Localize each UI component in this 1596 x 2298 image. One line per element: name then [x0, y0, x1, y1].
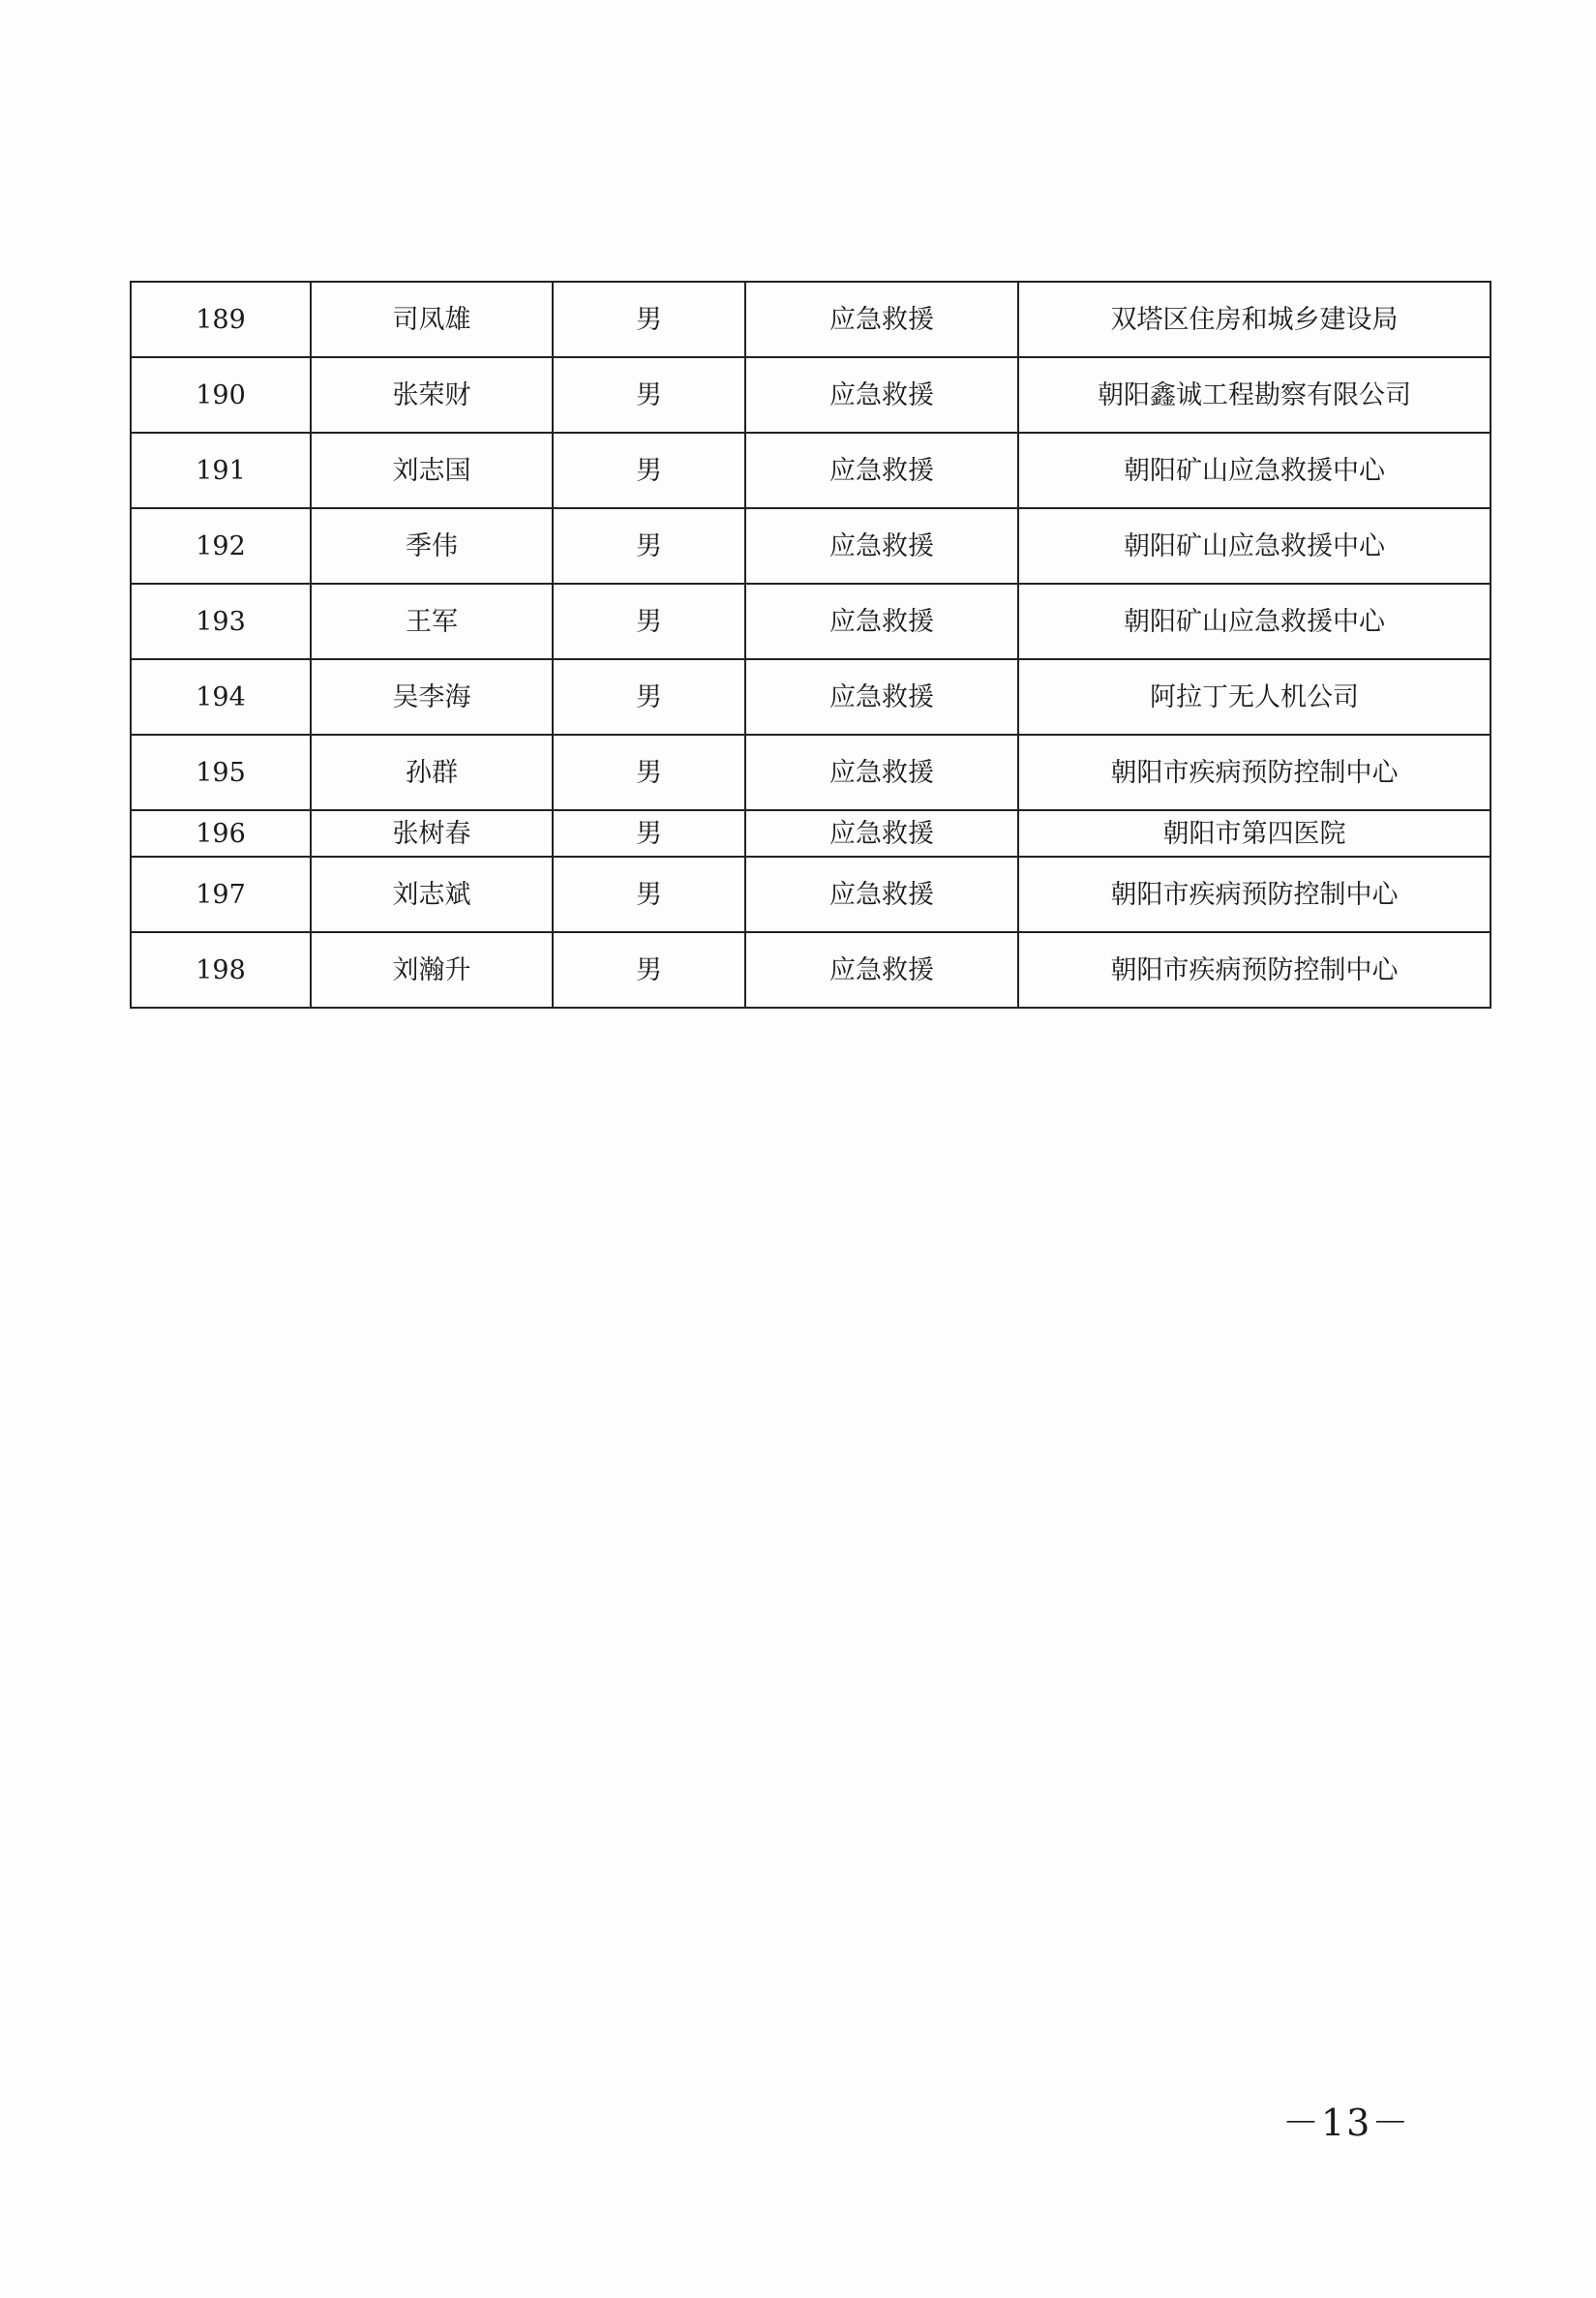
cell-gender: 男: [553, 659, 745, 735]
cell-gender: 男: [553, 735, 745, 810]
table-row: [131, 932, 1491, 1008]
cell-name: 刘瀚升: [311, 932, 553, 1008]
table-row: [131, 508, 1491, 584]
cell-gender: 男: [553, 433, 745, 508]
cell-number: 191: [131, 433, 311, 508]
table-row: [131, 282, 1491, 357]
cell-name: 刘志斌: [311, 857, 553, 932]
cell-number: 192: [131, 508, 311, 584]
cell-number: 198: [131, 932, 311, 1008]
roster-table: [130, 281, 1491, 1009]
cell-unit: 朝阳矿山应急救援中心: [1018, 584, 1491, 659]
cell-unit: 朝阳市疾病预防控制中心: [1018, 932, 1491, 1008]
table-row: [131, 735, 1491, 810]
cell-name: 司凤雄: [311, 282, 553, 357]
cell-unit: 朝阳矿山应急救援中心: [1018, 433, 1491, 508]
cell-gender: 男: [553, 810, 745, 857]
page-number: －13－: [1282, 2101, 1411, 2144]
cell-number: 195: [131, 735, 311, 810]
cell-number: 196: [131, 810, 311, 857]
cell-name: 张荣财: [311, 357, 553, 433]
cell-gender: 男: [553, 357, 745, 433]
cell-unit: 朝阳市疾病预防控制中心: [1018, 857, 1491, 932]
cell-unit: 朝阳鑫诚工程勘察有限公司: [1018, 357, 1491, 433]
cell-name: 王军: [311, 584, 553, 659]
cell-number: 197: [131, 857, 311, 932]
cell-gender: 男: [553, 584, 745, 659]
cell-specialty: 应急救援: [745, 282, 1018, 357]
cell-specialty: 应急救援: [745, 508, 1018, 584]
cell-name: 张树春: [311, 810, 553, 857]
cell-gender: 男: [553, 508, 745, 584]
table-row: [131, 857, 1491, 932]
cell-unit: 朝阳市第四医院: [1018, 810, 1491, 857]
cell-unit: 双塔区住房和城乡建设局: [1018, 282, 1491, 357]
cell-gender: 男: [553, 857, 745, 932]
table-row: [131, 357, 1491, 433]
cell-specialty: 应急救援: [745, 932, 1018, 1008]
cell-unit: 阿拉丁无人机公司: [1018, 659, 1491, 735]
cell-specialty: 应急救援: [745, 433, 1018, 508]
table-row: [131, 584, 1491, 659]
table-row: [131, 433, 1491, 508]
cell-specialty: 应急救援: [745, 584, 1018, 659]
table-row: [131, 659, 1491, 735]
cell-specialty: 应急救援: [745, 810, 1018, 857]
cell-gender: 男: [553, 282, 745, 357]
cell-number: 189: [131, 282, 311, 357]
cell-unit: 朝阳市疾病预防控制中心: [1018, 735, 1491, 810]
table-row: [131, 810, 1491, 857]
cell-specialty: 应急救援: [745, 735, 1018, 810]
cell-specialty: 应急救援: [745, 857, 1018, 932]
cell-specialty: 应急救援: [745, 659, 1018, 735]
cell-unit: 朝阳矿山应急救援中心: [1018, 508, 1491, 584]
cell-name: 孙群: [311, 735, 553, 810]
cell-specialty: 应急救援: [745, 357, 1018, 433]
cell-name: 吴李海: [311, 659, 553, 735]
cell-number: 193: [131, 584, 311, 659]
cell-name: 刘志国: [311, 433, 553, 508]
cell-gender: 男: [553, 932, 745, 1008]
cell-name: 季伟: [311, 508, 553, 584]
cell-number: 194: [131, 659, 311, 735]
cell-number: 190: [131, 357, 311, 433]
